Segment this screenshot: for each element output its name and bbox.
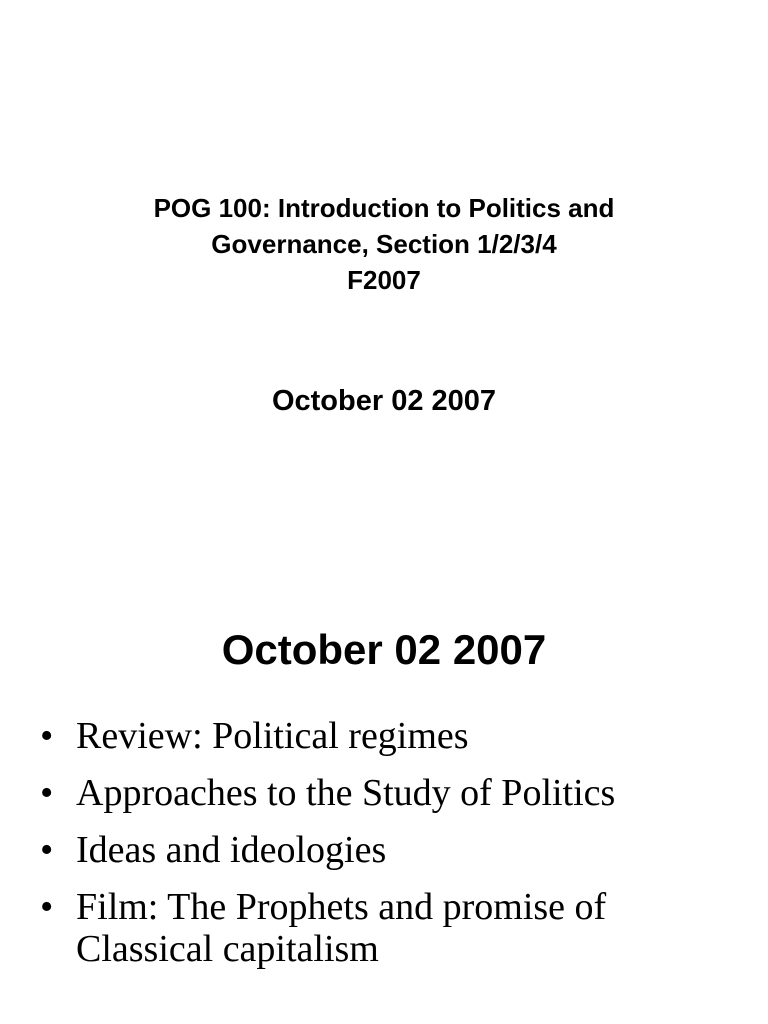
agenda-item bbox=[40, 715, 740, 757]
bullet-icon: • bbox=[40, 772, 54, 814]
agenda-item-text: Film: The Prophets and promise of Classical capitalism bbox=[76, 886, 607, 970]
agenda-item-text: Review: Political regimes bbox=[76, 715, 469, 757]
agenda-slide bbox=[0, 512, 768, 1024]
bullet-icon: • bbox=[40, 886, 54, 928]
agenda-item bbox=[40, 886, 740, 970]
bullet-icon: • bbox=[40, 715, 54, 757]
agenda-item bbox=[40, 829, 740, 871]
lecture-date: October 02 2007 bbox=[271, 385, 497, 417]
course-term: F2007 bbox=[347, 265, 421, 295]
course-title-line: POG 100: Introduction to Politics and bbox=[153, 193, 615, 223]
agenda-item-text: Approaches to the Study of Politics bbox=[76, 772, 616, 814]
agenda-item-text: Ideas and ideologies bbox=[76, 829, 387, 871]
course-title bbox=[0, 190, 768, 298]
agenda-item bbox=[40, 772, 740, 814]
course-title-line: Governance, Section 1/2/3/4 bbox=[211, 229, 557, 259]
bullet-icon: • bbox=[40, 829, 54, 871]
agenda-heading: October 02 2007 bbox=[221, 626, 547, 673]
agenda-list bbox=[40, 715, 740, 985]
